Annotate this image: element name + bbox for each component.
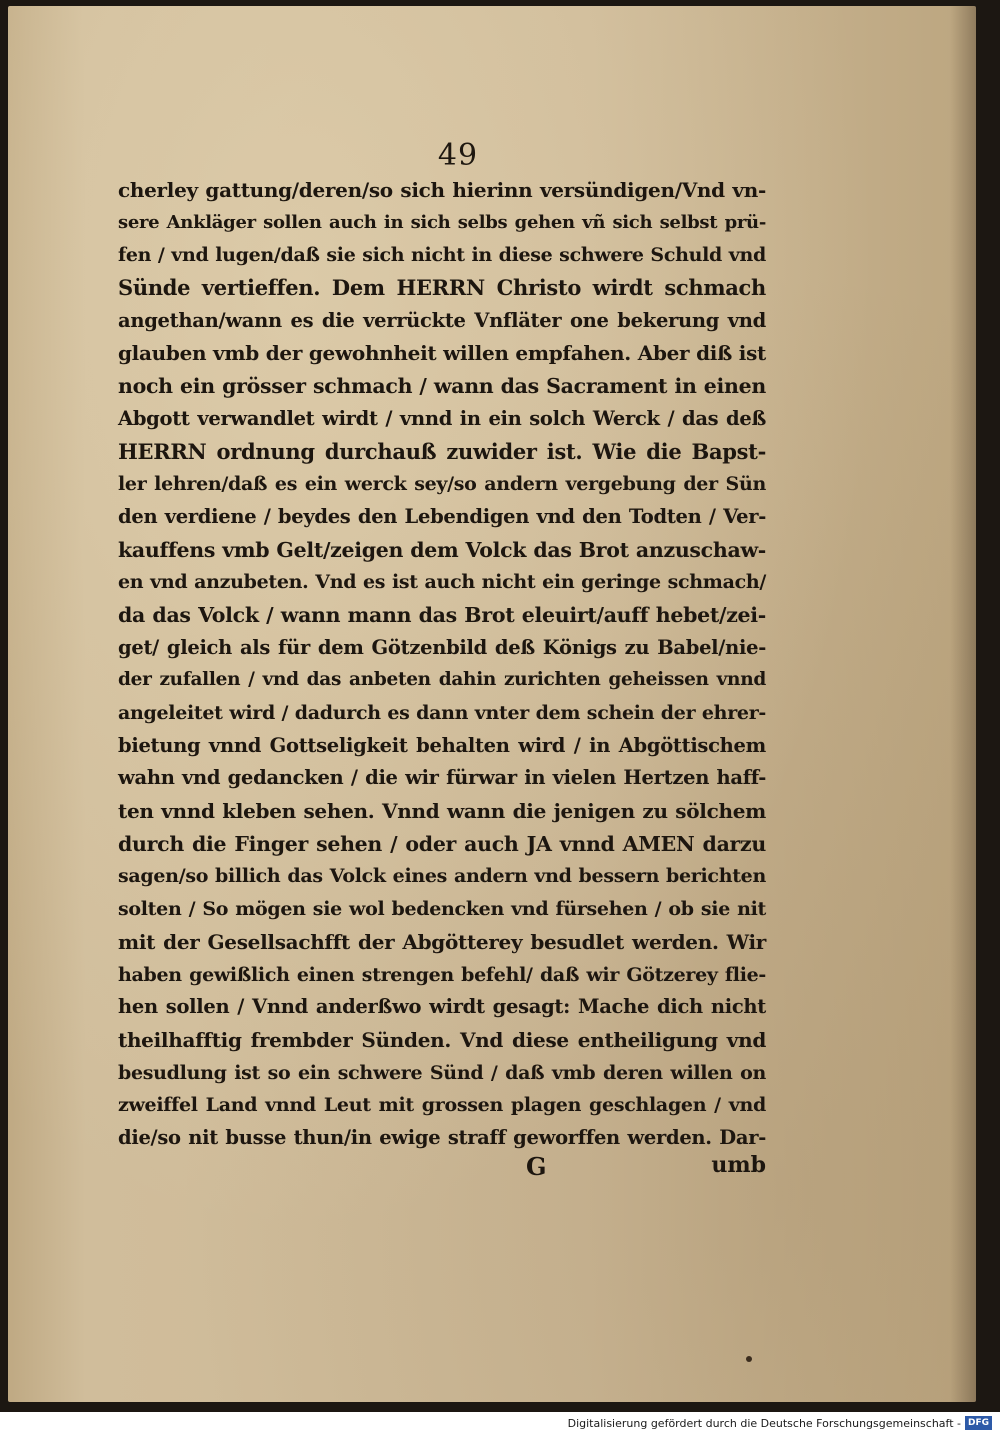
book-page <box>8 6 976 1402</box>
text-line: mit der Gesellsachfft der Abgötterey besudlet werden. Wir <box>118 929 766 954</box>
text-line: glauben vmb der gewohnheit willen empfahen. Aber diß ist <box>118 341 766 366</box>
text-line: den verdiene / beydes den Lebendigen vnd den Todten / Ver- <box>118 504 766 528</box>
text-line: cherley gattung/deren/so sich hierinn versündigen/Vnd vn- <box>118 178 766 202</box>
gutter-shadow <box>950 6 976 1402</box>
text-block <box>118 174 766 1155</box>
text-line: bietung vnnd Gottseligkeit behalten wird / in Abgöttischem <box>118 733 766 757</box>
text-line: wahn vnd gedancken / die wir fürwar in vielen Hertzen haff- <box>118 766 766 790</box>
text-line: solten / So mögen sie wol bedencken vnd fürsehen / ob sie nit <box>118 898 766 921</box>
text-line: besudlung ist so ein schwere Sünd / daß vmb deren willen on <box>118 1061 766 1084</box>
text-line: en vnd anzubeten. Vnd es ist auch nicht ein geringe schmach/ <box>118 571 766 594</box>
text-line: angeleitet wird / dadurch es dann vnter dem schein der ehrer- <box>118 702 766 724</box>
text-line: sere Ankläger sollen auch in sich selbs gehen vñ sich selbst prü- <box>118 211 766 233</box>
text-line: ten vnnd kleben sehen. Vnnd wann die jenigen zu sölchem <box>118 799 766 824</box>
text-line: get/ gleich als für dem Götzenbild deß Königs zu Babel/nie- <box>118 635 766 659</box>
text-line: fen / vnd lugen/daß sie sich nicht in diese schwere Schuld vnd <box>118 244 766 267</box>
text-line: zweiffel Land vnnd Leut mit grossen plagen geschlagen / vnd <box>118 1094 766 1117</box>
digitization-footer <box>568 1414 992 1432</box>
text-line: theilhafftig frembder Sünden. Vnd diese entheiligung vnd <box>118 1027 766 1052</box>
text-line: ler lehren/daß es ein werck sey/so andern vergebung der Sün <box>118 473 766 496</box>
ink-speck <box>746 1356 752 1362</box>
text-line: haben gewißlich einen strengen befehl/ daß wir Götzerey flie- <box>118 963 766 986</box>
text-line: kauffens vmb Gelt/zeigen dem Volck das Brot anzuschaw- <box>118 537 766 562</box>
text-line: hen sollen / Vnnd anderßwo wirdt gesagt: Mache dich nicht <box>118 995 766 1019</box>
text-line: die/so nit busse thun/in ewige straff geworffen werden. Dar- <box>118 1125 766 1149</box>
text-line: der zufallen / vnd das anbeten dahin zurichten geheissen vnnd <box>118 669 766 691</box>
catchword-row <box>118 1152 766 1186</box>
text-line: angethan/wann es die verrückte Vnfläter one bekerung vnd <box>118 308 766 332</box>
text-line: Sünde vertieffen. Dem HERRN Christo wirdt schmach <box>118 275 766 301</box>
signature-mark: G <box>526 1152 547 1181</box>
footer-credit: Digitalisierung gefördert durch die Deutsche Forschungsgemeinschaft - <box>567 1416 961 1430</box>
page-number: 49 <box>437 138 479 173</box>
catchword: umb <box>711 1152 766 1178</box>
text-line: da das Volck / wann mann das Brot eleuirt/auff hebet/zei- <box>118 602 766 627</box>
text-line: durch die Finger sehen / oder auch JA vnnd AMEN darzu <box>118 831 766 856</box>
text-line: sagen/so billich das Volck eines andern vnd bessern berichten <box>118 865 766 888</box>
dfg-logo: DFG <box>965 1416 992 1430</box>
text-line: Abgott verwandlet wirdt / vnnd in ein solch Werck / das deß <box>118 406 766 430</box>
text-line: HERRN ordnung durchauß zuwider ist. Wie die Bapst- <box>118 438 766 464</box>
text-line: noch ein grösser schmach / wann das Sacrament in einen <box>118 374 766 399</box>
